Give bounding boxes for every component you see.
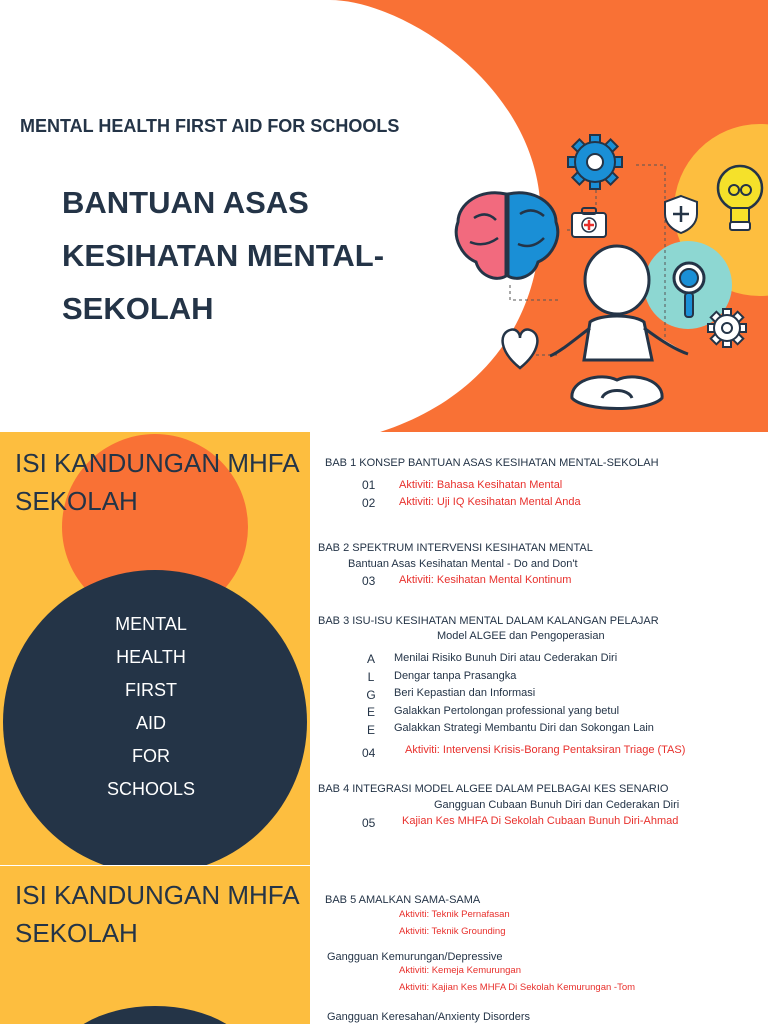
activity-grounding: Aktiviti: Teknik Grounding — [399, 926, 506, 937]
cover-title-line-1: BANTUAN ASAS — [62, 185, 309, 220]
item-number-04: 04 — [362, 746, 376, 760]
algee-letter: E — [366, 723, 375, 737]
contents-title — [15, 444, 300, 520]
bab2-heading: BAB 2 SPEKTRUM INTERVENSI KESIHATAN MENTAL — [318, 542, 593, 554]
activity-01: Aktiviti: Bahasa Kesihatan Mental — [399, 479, 563, 491]
circle-line-6: SCHOOLS — [106, 779, 196, 799]
algee-letter: E — [366, 705, 375, 719]
activity-depression-shirt: Aktiviti: Kemeja Kemurungan — [399, 965, 521, 976]
contents-title-2-line-1: ISI KANDUNGAN MHFA — [15, 880, 300, 910]
bab5-heading: BAB 5 AMALKAN SAMA-SAMA — [325, 894, 481, 906]
activity-05: Kajian Kes MHFA Di Sekolah Cubaan Bunuh Diri-Ahmad — [402, 815, 679, 827]
algee-text: Galakkan Strategi Membantu Diri dan Sokongan Lain — [394, 722, 654, 734]
item-number-03: 03 — [362, 574, 376, 588]
bab1-heading: BAB 1 KONSEP BANTUAN ASAS KESIHATAN MENTAL-SEKOLAH — [325, 457, 659, 469]
item-number-05: 05 — [362, 816, 376, 830]
activity-03: Aktiviti: Kesihatan Mental Kontinum — [399, 574, 572, 586]
cover-slide — [0, 0, 768, 432]
algee-letter: L — [367, 670, 375, 684]
item-number-01: 01 — [362, 478, 376, 492]
activity-breathing: Aktiviti: Teknik Pernafasan — [399, 909, 510, 920]
contents-title-2 — [15, 876, 300, 952]
circle-line-3: FIRST — [125, 680, 177, 700]
anxiety-heading: Gangguan Keresahan/Anxienty Disorders — [327, 1011, 531, 1023]
bab3-heading: BAB 3 ISU-ISU KESIHATAN MENTAL DALAM KALANGAN PELAJAR — [318, 615, 659, 627]
algee-letter: G — [366, 688, 376, 702]
circle-line-1: MENTAL — [115, 614, 187, 634]
algee-text: Dengar tanpa Prasangka — [394, 670, 517, 682]
bab2-subheading: Bantuan Asas Kesihatan Mental - Do and Don't — [348, 558, 578, 570]
contents-title-line-1: ISI KANDUNGAN MHFA — [15, 448, 300, 478]
contents-title-2-line-2: SEKOLAH — [15, 918, 138, 948]
bab4-subheading: Gangguan Cubaan Bunuh Diri dan Cederakan Diri — [434, 799, 680, 811]
algee-text: Galakkan Pertolongan professional yang betul — [394, 705, 620, 717]
cover-title-line-2: KESIHATAN MENTAL- — [62, 238, 385, 273]
circle-line-5: FOR — [132, 746, 170, 766]
contents-slide-2 — [0, 866, 768, 1024]
cover-subtitle: MENTAL HEALTH FIRST AID FOR SCHOOLS — [20, 116, 400, 136]
cover-title-line-3: SEKOLAH — [62, 291, 214, 326]
gear-icon — [568, 135, 622, 189]
circle-label — [61, 608, 241, 806]
algee-text: Beri Kepastian dan Informasi — [394, 687, 536, 699]
algee-letter: A — [366, 652, 375, 666]
algee-text: Menilai Risiko Bunuh Diri atau Cederakan Diri — [394, 652, 618, 664]
depression-heading: Gangguan Kemurungan/Depressive — [327, 951, 503, 963]
item-number-02: 02 — [362, 496, 376, 510]
bab4-heading: BAB 4 INTEGRASI MODEL ALGEE DALAM PELBAGAI KES SENARIO — [318, 783, 669, 795]
bab3-subheading: Model ALGEE dan Pengoperasian — [437, 630, 605, 642]
activity-02: Aktiviti: Uji IQ Kesihatan Mental Anda — [399, 496, 581, 508]
contents-slide — [0, 432, 768, 865]
shield-plus-icon — [665, 196, 697, 233]
cover-title — [62, 176, 422, 335]
activity-04: Aktiviti: Intervensi Krisis-Borang Pentaksiran Triage (TAS) — [405, 744, 686, 756]
first-aid-kit-icon — [572, 208, 606, 237]
contents-title-line-2: SEKOLAH — [15, 486, 138, 516]
circle-line-4: AID — [135, 713, 166, 733]
circle-line-2: HEALTH — [116, 647, 186, 667]
small-gear-icon — [708, 309, 746, 347]
activity-case-study-tom: Aktiviti: Kajian Kes MHFA Di Sekolah Kemurungan -Tom — [399, 982, 636, 993]
